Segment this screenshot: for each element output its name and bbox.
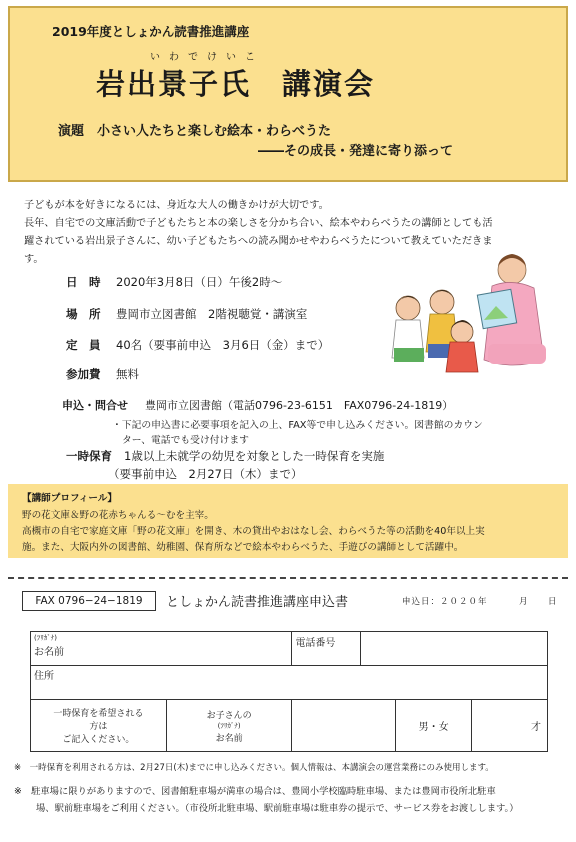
profile-heading: 【講師プロフィール】 xyxy=(22,493,117,504)
fax-number-box: FAX 0796−24−1819 xyxy=(22,591,156,611)
application-day-label: 日 xyxy=(548,597,557,607)
datetime-label: 日 時 xyxy=(66,275,101,289)
form-title: としょかん読書推進講座申込書 xyxy=(166,595,349,610)
childcare-value: 1歳以上未就学の幼児を対象とした一時保育を実施 xyxy=(124,449,385,463)
child-name-label: お子さんの xyxy=(206,710,252,721)
place-label: 場 所 xyxy=(66,307,101,321)
application-date-label: 申込日：２０２０年 xyxy=(402,597,488,607)
childcare-question: ご記入ください。 xyxy=(62,735,135,745)
childcare-label: 一時保育 xyxy=(66,449,112,463)
cut-line xyxy=(8,577,568,579)
child-name-field[interactable] xyxy=(292,700,396,752)
profile-line: 野の花文庫＆野の花赤ちゃんる～むを主宰。 xyxy=(22,510,214,521)
phone-label: 電話番号 xyxy=(292,632,361,665)
name-furigana-label: (ﾌﾘｶﾞﾅ) xyxy=(34,634,57,642)
application-form xyxy=(30,631,548,752)
child-furigana-label: (ﾌﾘｶﾞﾅ) xyxy=(217,721,241,730)
address-field[interactable] xyxy=(31,666,548,700)
contact-note: ター、電話でも受け付けます xyxy=(122,435,249,446)
footnote: ※ 駐車場に限りがありますので、図書館駐車場が満車の場合は、豊岡小学校臨時駐車場、または豊岡市役所北駐車 xyxy=(14,786,496,797)
lecture-theme: 演題 小さい人たちと楽しむ絵本・わらべうた xyxy=(58,124,332,139)
capacity-value: 40名（要事前申込 3月6日（金）まで） xyxy=(116,338,330,352)
phone-field[interactable] xyxy=(361,632,547,665)
childcare-question: 一時保育を希望される xyxy=(53,709,144,719)
footnote: 場、駅前駐車場をご利用ください。（市役所北駐車場、駅前駐車場は駐車券の提示で、サービス券をお渡しします。） xyxy=(36,803,519,814)
age-field[interactable]: 才 xyxy=(472,700,548,752)
intro-line: 子どもが本を好きになるには、身近な大人の働きかけが大切です。 xyxy=(24,200,329,211)
name-label: お名前 xyxy=(34,647,64,658)
lecture-subtheme: ――その成長・発達に寄り添って xyxy=(258,144,454,159)
name-field[interactable] xyxy=(31,632,292,666)
address-label: 住所 xyxy=(34,671,54,682)
place-value: 豊岡市立図書館 2階視聴覚・講演室 xyxy=(116,307,308,321)
childcare-question: 方は xyxy=(89,722,108,732)
profile-line: 高槻市の自宅で家庭文庫「野の花文庫」を開き、木の貸出やおはなし会、わらべうた等の活動を40年以上実 xyxy=(22,526,485,537)
contact-label: 申込・問合せ xyxy=(62,399,128,412)
child-name-label: お名前 xyxy=(215,733,243,744)
gender-field[interactable]: 男・女 xyxy=(396,700,472,752)
footnote: ※ 一時保育を利用される方は、2月27日(木)までに申し込みください。個人情報は、本講演会の運営業務にのみ使用します。 xyxy=(14,763,494,773)
capacity-label: 定 員 xyxy=(66,338,101,352)
fee-value: 無料 xyxy=(116,367,139,381)
fee-label: 参加費 xyxy=(66,367,101,381)
childcare-note: （要事前申込 2月27日（木）まで） xyxy=(108,467,303,481)
datetime-value: 2020年3月8日（日）午後2時～ xyxy=(116,275,283,289)
reading-illustration xyxy=(384,248,554,378)
page-title: 岩出景子氏 講演会 xyxy=(96,67,376,101)
intro-line: 躍されている岩出景子さんに、幼い子どもたちへの読み聞かせやわらべうたについて教えていただきま xyxy=(24,236,493,247)
contact-value: 豊岡市立図書館（電話0796-23-6151 FAX0796-24-1819） xyxy=(145,399,454,412)
intro-line: す。 xyxy=(24,254,44,265)
application-month-label: 月 xyxy=(519,597,528,607)
profile-line: 施。また、大阪内外の図書館、幼稚園、保育所などで絵本やわらべうた、手遊びの講師として活躍中。 xyxy=(22,542,464,553)
title-ruby: いわでけいこ xyxy=(150,52,264,63)
contact-note: ・下記の申込書に必要事項を記入の上、FAX等で申し込みください。図書館のカウン xyxy=(112,420,483,431)
intro-line: 長年、自宅での文庫活動で子どもたちと本の楽しさを分かち合い、絵本やわらべうたの講師としても活 xyxy=(24,218,493,229)
series-label: 2019年度としょかん読書推進講座 xyxy=(52,24,250,39)
